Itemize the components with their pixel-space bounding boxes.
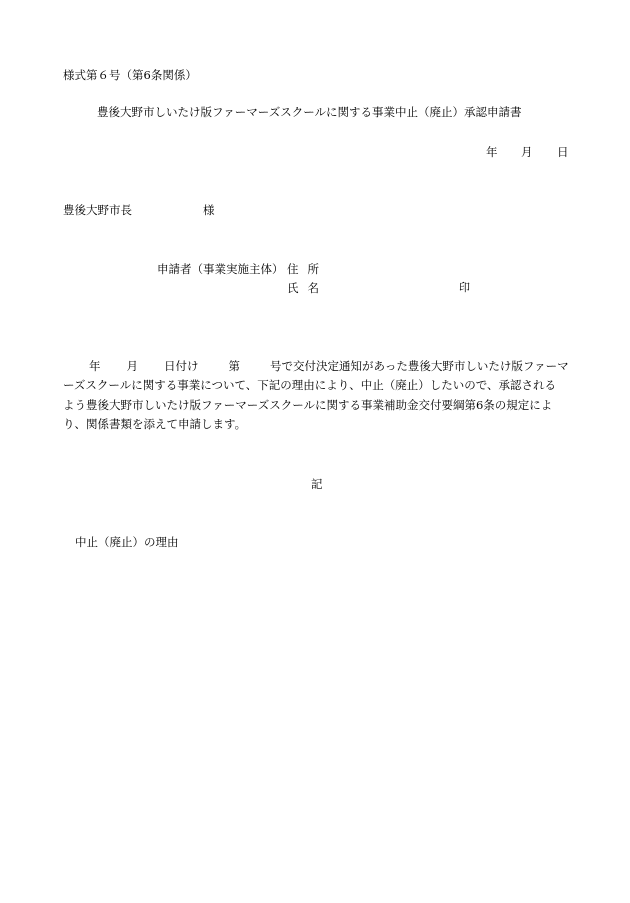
- address-label-char-1: 住: [287, 262, 299, 276]
- body-month: 月: [126, 359, 138, 373]
- body-day: 日付け: [164, 359, 199, 373]
- addressee-name: 豊後大野市長: [63, 203, 132, 217]
- body-paragraph-line-2: ーズスクールに関する事業について、下記の理由により、中止（廃止）したいので、承認される: [63, 378, 556, 392]
- name-label-char-2: 名: [307, 281, 319, 295]
- date-year-label: 年: [486, 145, 498, 159]
- applicant-label: 申請者（事業実施主体）: [157, 262, 284, 276]
- document-title: 豊後大野市しいたけ版ファーマーズスクールに関する事業中止（廃止）承認申請書: [97, 105, 522, 119]
- address-label: [287, 264, 319, 276]
- ki-heading: 記: [311, 477, 323, 491]
- address-label-char-2: 所: [307, 262, 319, 276]
- body-line-1-text: 号で交付決定通知があった豊後大野市しいたけ版ファーマ: [270, 359, 569, 373]
- date-day-label: 日: [557, 145, 569, 159]
- body-paragraph-line-3: よう豊後大野市しいたけ版ファーマーズスクールに関する事業補助金交付要綱第6条の規定によ: [63, 398, 553, 412]
- name-label-char-1: 氏: [287, 281, 299, 295]
- seal-mark: 印: [459, 281, 470, 294]
- addressee-honorific: 様: [203, 203, 215, 217]
- body-year: 年: [89, 359, 101, 373]
- name-label: [287, 283, 319, 295]
- reason-label: 中止（廃止）の理由: [75, 535, 179, 549]
- form-number: 様式第６号（第6条関係）: [63, 68, 197, 82]
- body-paragraph-line-4: り、関係書類を添えて申請します。: [63, 417, 247, 431]
- body-paragraph-line-1: [63, 361, 569, 373]
- body-number-prefix: 第: [228, 359, 240, 373]
- date-month-label: 月: [521, 145, 533, 159]
